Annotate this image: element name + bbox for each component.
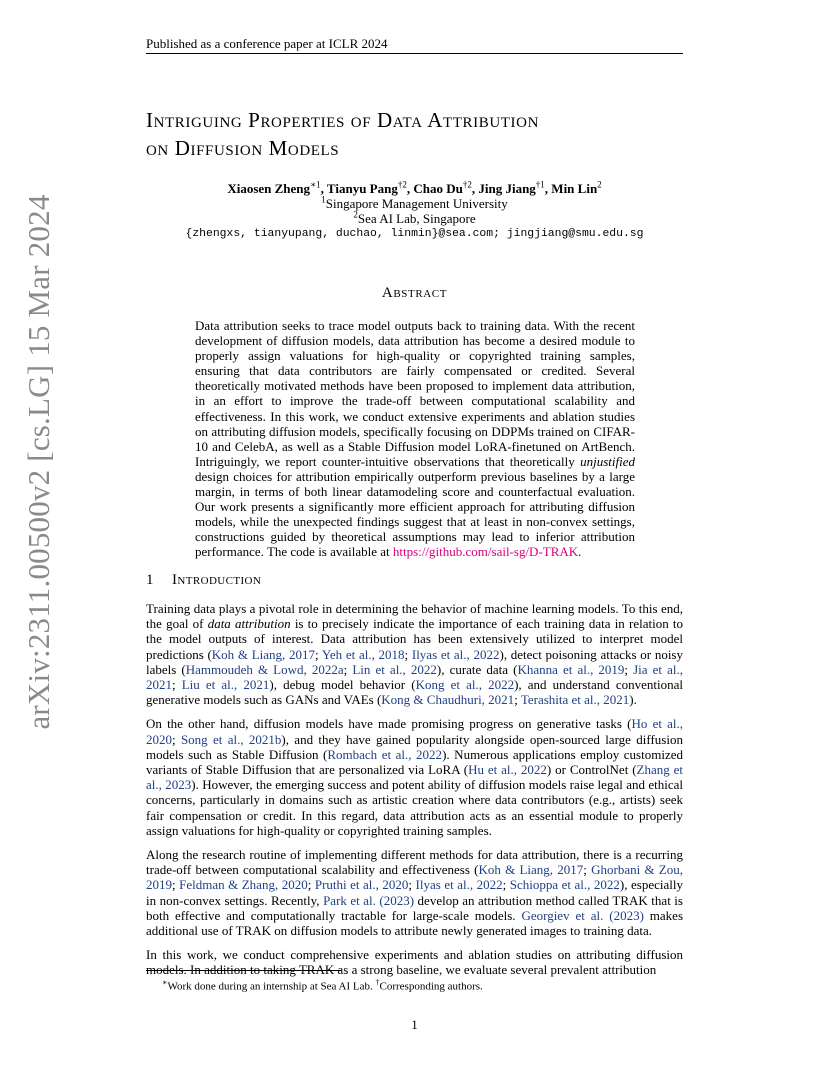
citation-link[interactable]: Ilyas et al., 2022 xyxy=(415,877,503,893)
code-link[interactable]: https://github.com/sail-sg/D-TRAK xyxy=(392,544,579,560)
author-mark: 2 xyxy=(597,179,602,190)
citation-link[interactable]: Feldman & Zhang, 2020 xyxy=(179,877,308,893)
author-name: Tianyu Pang xyxy=(326,181,398,196)
author-name: Jing Jiang xyxy=(478,181,536,196)
abstract-text: Data attribution seeks to trace model outputs back to training data. With the recent development of diffusion models, data attribution has become a desired module to properly assign valuations for high-quality or copyrighted training samples, ensuring that data contributors are fairly compensated or credited. Several theoretically motivated methods have been proposed to implement data attribution, in an effort to improve the trade-off between computational scalability and effectiveness. In this work, we conduct extensive experiments and ablation studies on attributing diffusion models, specifically focusing on DDPMs trained on CIFAR-10 and CelebA, as well as a Stable Diffusion model LoRA-finetuned on ArtBench. Intriguingly, we report counter-intuitive observations that theoretically unjustified design choices for attribution empirically outperform previous baselines by a large margin, in terms of both linear datamodeling score and counterfactual evaluation. Our work presents a significantly more efficient approach for attributing diffusion models, while the unexpected findings suggest that at least in non-convex settings, constructions guided by theoretical assumptions may lead to inferior attribution performance. The code is available at https://github.com/sail-sg/D-TRAK. xyxy=(195,318,635,560)
author-name: Chao Du xyxy=(413,181,463,196)
citation-link[interactable]: Khanna et al., 2019 xyxy=(517,661,625,677)
affiliation-mark: 1 xyxy=(321,194,326,205)
author-mark: ∗1 xyxy=(310,179,321,190)
footnote-rule xyxy=(146,970,341,971)
author-mark: †2 xyxy=(462,179,472,190)
affiliation-text: Singapore Management University xyxy=(325,196,508,211)
citation-link[interactable]: Yeh et al., 2018 xyxy=(321,646,405,662)
paragraph: In this work, we conduct comprehensive experiments and ablation studies on attributing diffusion models. In addition to taking TRAK as a strong baseline, we evaluate several prevalent attribution xyxy=(146,947,683,978)
footnote-mark: ∗ xyxy=(162,978,168,987)
citation-link[interactable]: Koh & Liang, 2017 xyxy=(478,862,584,878)
citation-link[interactable]: Song et al., 2021b xyxy=(180,731,282,747)
paper-title xyxy=(146,106,706,162)
citation-link[interactable]: Ghorbani & Zou, 2019 xyxy=(146,862,683,893)
affiliation-1 xyxy=(146,196,683,211)
citation-link[interactable]: Schioppa et al., 2022 xyxy=(509,877,620,893)
title-line-2: on Diffusion Models xyxy=(146,136,340,160)
author-names: Xiaosen Zheng$^{∗1}$, Tianyu Pang$^{\dagger 2}$, Chao Du$^{\dagger 2}$, Jing Jiang$^{\dagger 1}$, Min Lin$^2$ xyxy=(227,179,602,196)
citation-link[interactable]: Hu et al., 2022 xyxy=(468,762,547,778)
title-line-1: Intriguing Properties of Data Attribution xyxy=(146,108,539,132)
section-number: 1 xyxy=(146,572,154,588)
affiliation-mark: 2 xyxy=(353,209,358,220)
citation-link[interactable]: Zhang et al., 2023 xyxy=(146,762,684,793)
citation-link[interactable]: Ho et al., 2020 xyxy=(146,716,684,747)
citation-link[interactable]: Jia et al., 2021 xyxy=(146,661,683,693)
citation-link[interactable]: Georgiev et al. (2023) xyxy=(521,907,644,923)
citation-link[interactable]: Liu et al., 2021 xyxy=(181,677,270,693)
author-block xyxy=(146,181,683,242)
citation-link[interactable]: Hammoudeh & Lowd, 2022a xyxy=(185,661,344,677)
citation-link[interactable]: Lin et al., 2022 xyxy=(352,661,437,677)
paragraph: Training data plays a pivotal role in determining the behavior of machine learning models. To this end, the goal of data attribution is to precisely indicate the importance of each training data in relation to the model outputs of interest. Data attribution has been extensively utilized to interpret model predictions (Koh & Liang, 2017; Yeh et al., 2018; Ilyas et al., 2022), detect poisoning attacks or noisy labels (Hammoudeh & Lowd, 2022a; Lin et al., 2022), curate data (Khanna et al., 2019; Jia et al., 2021; Liu et al., 2021), debug model behavior (Kong et al., 2022), and understand conventional generative models such as GANs and VAEs (Kong & Chaudhuri, 2021; Terashita et al., 2021). xyxy=(146,601,684,708)
header-rule xyxy=(146,53,683,54)
paragraph: On the other hand, diffusion models have made promising progress on generative tasks (Ho et al., 2020; Song et al., 2021b), and they have gained popularity alongside open-sourced large diffusion models such as Stable Diffusion (Rombach et al., 2022). Numerous applications employ customized variants of Stable Diffusion that are personalized via LoRA (Hu et al., 2022) or ControlNet (Zhang et al., 2023). However, the emerging success and potent ability of diffusion models raise legal and ethical concerns, particularly in domains such as artistic creation where data contributors (e.g., artists) seek fair compensation or credit. In this regard, data attribution acts as an essential module to properly assign valuations for high-quality or copyrighted training samples. xyxy=(146,716,684,838)
author-name: Min Lin xyxy=(551,181,598,196)
running-header: Published as a conference paper at ICLR 2024 xyxy=(146,36,388,51)
section-title: Introduction xyxy=(172,572,262,588)
citation-link[interactable]: Rombach et al., 2022 xyxy=(327,746,443,762)
affiliation-2 xyxy=(146,211,683,226)
section-heading xyxy=(146,572,683,589)
affiliation-text: Sea AI Lab, Singapore xyxy=(357,211,476,226)
author-name: Xiaosen Zheng xyxy=(227,181,311,196)
emphasis: data attribution xyxy=(207,616,291,632)
emphasis: unjustified xyxy=(580,453,635,469)
author-mark: †1 xyxy=(535,179,545,190)
page-number: 1 xyxy=(411,1017,418,1032)
footnote: ∗Work done during an internship at Sea AI Lab. †Corresponding authors. xyxy=(162,978,483,993)
citation-link[interactable]: Kong & Chaudhuri, 2021 xyxy=(381,692,515,708)
arxiv-stamp: arXiv:2311.00500v2 [cs.LG] 15 Mar 2024 xyxy=(21,194,56,730)
author-emails: {zhengxs, tianyupang, duchao, linmin}@sea.com; jingjiang@smu.edu.sg xyxy=(185,228,644,240)
abstract-heading: Abstract xyxy=(381,285,448,301)
citation-link[interactable]: Kong et al., 2022 xyxy=(415,677,515,693)
citation-link[interactable]: Park et al. (2023) xyxy=(323,892,415,908)
footnote-mark: † xyxy=(375,978,380,987)
citation-link[interactable]: Ilyas et al., 2022 xyxy=(411,646,500,662)
author-mark: †2 xyxy=(397,179,407,190)
citation-link[interactable]: Terashita et al., 2021 xyxy=(520,692,630,708)
paragraph: Along the research routine of implementing different methods for data attribution, there is a recurring trade-off between computational scalability and effectiveness (Koh & Liang, 2017; Ghorbani & Zou, 2019; Feldman & Zhang, 2020; Pruthi et al., 2020; Ilyas et al., 2022; Schioppa et al., 2022), especially in non-convex settings. Recently, Park et al. (2023) develop an attribution method called TRAK that is both effective and computationally tractable for large-scale models. Georgiev et al. (2023) makes additional use of TRAK on diffusion models to attribute newly generated images to training data. xyxy=(146,847,684,939)
citation-link[interactable]: Koh & Liang, 2017 xyxy=(211,646,315,662)
citation-link[interactable]: Pruthi et al., 2020 xyxy=(314,877,409,893)
body-text xyxy=(146,601,683,987)
